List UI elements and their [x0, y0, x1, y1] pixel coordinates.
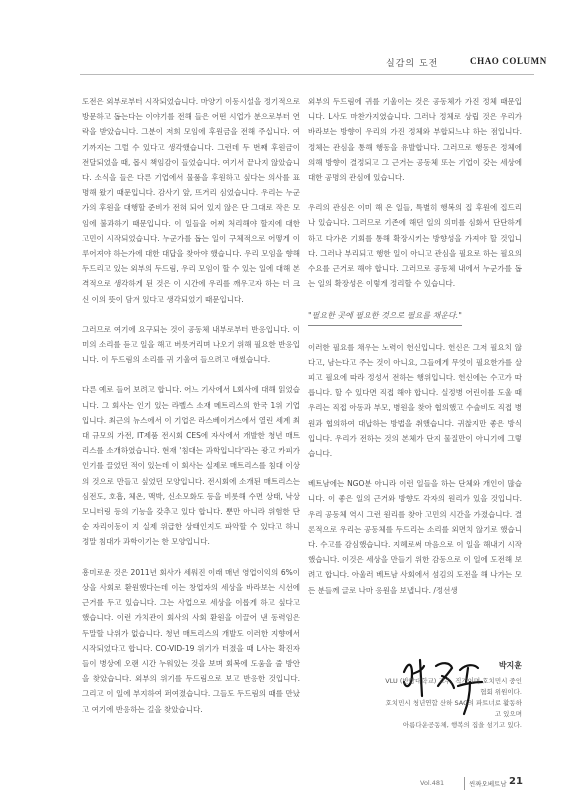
- left-paragraph-4: 흥미로운 것은 2011년 회사가 세워진 이래 매년 영업이익의 6%이상을 사회로 환원했다는데 이는 창업자의 세상을 바라보는 시선에 근거를 두고 있습니다. 그는 사업으로 세상을 이롭게 하고 싶다고 했습니다. 이런 가치관이 회사의 사회 환원을 이끌어 낸 동력임은 두말할 나위가 없습니다. 청년 매트리스의 개발도 이러한 지향에서 시작되었다고 합니다. CO-VID-19 위기가 터졌을 때 L사는 확진자들이 병상에 오랜 시간 누워있는 것을 보며 회복에 도움을 줄 방안을 찾았습니다. 외부의 위기를 두드림으로 보고 반응한 것입니다. 그리고 이 일에 부지하여 퍼여졌습니다. 그들도 두드림의 때를 만났고 여기에 반응하는 길을 찾았습니다.: [82, 567, 300, 714]
- column-brand: CHAO COLUMN: [470, 56, 547, 66]
- right-paragraph-3: 이러한 필요를 채우는 노력이 헌신입니다. 헌신은 그저 필요치 않다고, 남는다고 주는 것이 아니요, 그들에게 무엇이 필요한가를 살피고 필요에 따라 정성서 전하는 행위입니다. 헌신에는 수고가 따릅니다. 할 수 있다면 직접 해야 합니다. 실정병 어린이를 도울 때 우리는 직접 아동과 부모, 병원을 찾아 협의했고 수술비도 직접 병원과 협의하여 대납하는 방법을 취했습니다. 귀찮지만 좋은 방식입니다. 우리가 전하는 것의 본체가 단지 물질만이 아니기에 그렇습니다.: [308, 342, 522, 459]
- left-paragraph-3: 다른 예로 들어 보려고 합니다. 어느 기사에서 L회사에 대해 읽었습니다. 그 회사는 인기 있는 라벨스 소재 메트리스의 한국 1위 기업입니다. 최근의 뉴스에서 이 기업은 라스베이거스에서 열린 세계 최대 규모의 가전, IT제품 전시회 CES에 자사에서 개발한 청년 매트리스를 소개하였습니다. 현재 '침대는 과학입니다'라는 광고 카피가 인기를 끌었던 적이 있는데 이 회사는 실제로 매트리스를 침대 이상의 것으로 만들고 싶었던 모양입니다. 전시회에 소개된 매트리스는 심전도, 호흡, 체온, 맥박, 신소모화도 등을 비롯해 수면 상태, 낙상 모니터링 등의 기능을 갖추고 있다 합니다. 뿐만 아니라 위험한 단순 자리이동이 지 실제 위급한 상태인지도 파악할 수 있다고 하니 정말 침대가 과학이기는 한 모양입니다.: [82, 385, 300, 547]
- author-bio-line: 호치민시 청년연합 산하 SAC의 파트너로 활동하고 있으며: [385, 699, 522, 718]
- section-title: 실감의 도전: [386, 59, 439, 69]
- right-paragraph-4: 베트남에는 NGO분 아니라 이런 일들을 하는 단체와 개인이 많습니다. 이 좋은 일의 근거와 방향도 각자의 원리가 있을 것입니다. 우리 공동체 역시 그런 원리를 찾아 고민의 시간을 가졌습니다. 결론적으로 우리는 공동체를 두드리는 소리를 외면치 않기로 했습니다. 수고를 감심했습니다. 지혜로써 마음으로 이 일을 해내기 시작했습니다. 이것은 세상을 만들기 위한 감동으로 이 일에 도전해 보려고 합니다. 아울러 베트남 사회에서 섬김의 도전을 해 나가는 모든 분들께 글로 나마 응원을 보냅니다. /정선생: [308, 479, 522, 595]
- author-bio-line: VLU (반랑대학교) 교수, 직가이며 호치민시 중인협회 위원이다.: [385, 677, 522, 696]
- footer-divider: [464, 777, 465, 790]
- pull-quote: "필요한 곳에 필요한 것으로 필요를 채운다.": [308, 308, 462, 325]
- page-number: 21: [509, 776, 523, 787]
- issue-number: Vol.481: [420, 779, 445, 787]
- left-column: [82, 94, 300, 732]
- left-paragraph-1: 도전은 외부로부터 시작되었습니다. 마양기 이동시설을 정기적으로 방문하고 돕는다는 이야기를 전해 들은 어떤 시업가 분으로부터 연락을 받았습니다. 그분이 저희 모임에 후원금을 전해 주십니다. 여기까지는 그럴 수 있다고 생각했습니다. 그런데 두 번째 후원금이 전달되었을 때, 몹시 책임감이 들었습니다. 여기서 끝나지 않았습니다. 소식을 들은 다른 기업에서 물품을 후원하고 싶다는 의사를 표명해 왔기 때문입니다. 감사기 앞, 뜨거리 심었습니다. 우리는 누군가의 후원을 대행할 준비가 전혀 되어 있지 않은 단 그대로 작은 모임에 불과하기 때문입니다. 이 일들을 어찌 처리해야 할지에 대한 고민이 시작되었습니다. 누군가를 돕는 일이 구체적으로 어떻게 이루어져야 하는가에 대한 대답을 찾아야 했습니다. 우리 모임을 향해 두드리고 있는 외부의 두드림, 우리 모임이 할 수 있는 일에 대해 본격적으로 생각하게 된 것은 이 시간에 우리를 깨우고자 하는 더 크신 이의 뜻이 담겨 있다고 생각되었기 때문입니다.: [82, 97, 300, 304]
- right-paragraph-1: 외부의 두드림에 귀를 기울이는 것은 공동체가 가진 정체 때문입니다. L사도 마찬가지였습니다. 그러나 정체로 상립 것은 우리가 바라보는 방향이 우리의 가진 정체와 부합되느냐 하는 점입니다. 정체는 관심을 통해 행동을 유발합니다. 그러므로 행동은 정체에 의해 방향이 결정되고 그 근거는 공동체 또는 기업이 갖는 세상에 대한 공명의 관심에 있습니다.: [308, 97, 522, 183]
- author-bio-line: 아름다운공동체, 행복의 집을 섬기고 있다.: [402, 721, 522, 729]
- left-paragraph-2: 그러므로 여기에 요구되는 것이 공동체 내부로부터 반응입니다. 이미의 소리를 듣고 일을 해고 버릇거리며 나오기 위해 필요한 반응입니다. 이 두드림의 소리를 귀 기울여 들으려고 애썼습니다.: [82, 324, 300, 365]
- magazine-name: 씬짜오베트남: [469, 780, 507, 788]
- author-name: 박지훈: [498, 661, 522, 670]
- author-bio: [380, 676, 522, 731]
- right-paragraph-2: 우리의 관심은 이미 해 온 일들, 특별히 행복의 집 후원에 집드리나 있습니다. 그러므로 기존에 해던 일의 의미를 심화서 단단하게 하고 다가온 기회를 통해 확장시키는 방향성을 가져야 할 것입니다. 그러나 부리되고 행한 일이 아니고 관심을 필요로 하는 필요의 수요를 근거로 해야 합니다. 그러므로 공동체 내에서 누군가를 돕는 일의 확장성은 이렇게 정리할 수 있습니다.: [308, 203, 522, 289]
- right-column: [308, 94, 522, 613]
- header-rule: [80, 74, 534, 75]
- page-footer: [420, 777, 540, 791]
